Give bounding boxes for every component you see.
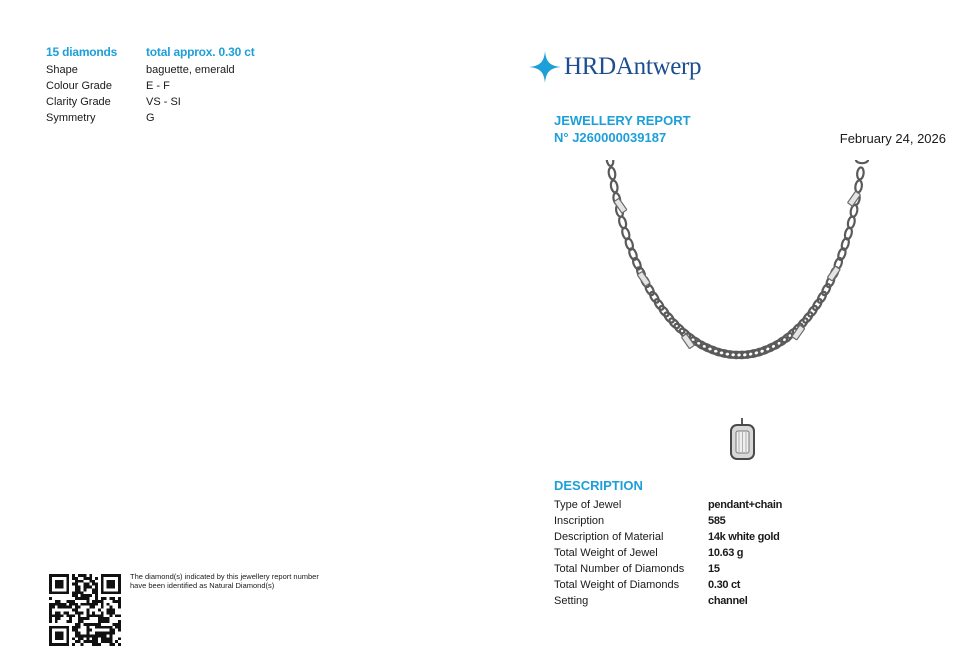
chain-link <box>856 167 864 180</box>
chain-link <box>856 160 868 163</box>
grading-label: Shape <box>46 64 78 76</box>
description-value: channel <box>708 595 748 607</box>
grading-value: baguette, emerald <box>146 64 235 76</box>
grading-label: Clarity Grade <box>46 96 111 108</box>
description-label: Description of Material <box>554 531 664 543</box>
description-value: 14k white gold <box>708 531 780 543</box>
pendant-icon <box>731 418 754 459</box>
chain-link <box>606 160 614 166</box>
description-row-jewel-weight <box>554 545 854 561</box>
description-row-inscription <box>554 513 854 529</box>
logo-text: HRDAntwerp <box>564 53 702 80</box>
diamond-total-weight: total approx. 0.30 ct <box>146 45 255 59</box>
diamond-quantity: 15 diamonds <box>46 45 118 59</box>
description-row-diamond-weight <box>554 577 854 593</box>
report-title: JEWELLERY REPORT <box>554 113 691 128</box>
description-value: 585 <box>708 515 726 527</box>
chain-link <box>608 167 616 180</box>
description-label: Total Number of Diamonds <box>554 563 685 575</box>
chain-link <box>610 180 619 193</box>
description-value: 15 <box>708 563 720 575</box>
description-row-material <box>554 529 854 545</box>
grading-value: G <box>146 112 155 124</box>
description-row-type <box>554 497 854 513</box>
description-row-diamond-count <box>554 561 854 577</box>
grading-value: E - F <box>146 80 170 92</box>
four-point-star-icon <box>528 50 562 84</box>
description-value: pendant+chain <box>708 499 783 511</box>
necklace-image <box>600 160 880 470</box>
chain-link <box>855 180 863 193</box>
description-title: DESCRIPTION <box>554 478 643 493</box>
grading-row-shape <box>46 62 306 78</box>
grading-label: Symmetry <box>46 112 96 124</box>
description-label: Setting <box>554 595 589 607</box>
description-label: Inscription <box>554 515 605 527</box>
grading-row-colour <box>46 78 306 94</box>
natural-diamond-note: The diamond(s) indicated by this jewellery report number have been identified as Natural Diamond(s) <box>130 572 319 590</box>
hrd-antwerp-logo <box>528 50 701 84</box>
grading-label: Colour Grade <box>46 80 113 92</box>
report-number: N° J260000039187 <box>554 130 667 145</box>
description-row-setting <box>554 593 854 609</box>
grading-table <box>46 62 306 126</box>
chain-link <box>847 216 856 229</box>
grading-row-symmetry <box>46 110 306 126</box>
grading-value: VS - SI <box>146 96 181 108</box>
description-label: Total Weight of Jewel <box>554 547 658 559</box>
description-value: 10.63 g <box>708 547 744 559</box>
grading-row-clarity <box>46 94 306 110</box>
qr-code-icon[interactable] <box>49 574 121 646</box>
description-label: Type of Jewel <box>554 499 622 511</box>
description-value: 0.30 ct <box>708 579 741 591</box>
report-date: February 24, 2026 <box>839 131 946 146</box>
description-table <box>554 497 854 609</box>
description-label: Total Weight of Diamonds <box>554 579 680 591</box>
chain-link <box>850 204 859 217</box>
report-heading <box>554 112 691 146</box>
